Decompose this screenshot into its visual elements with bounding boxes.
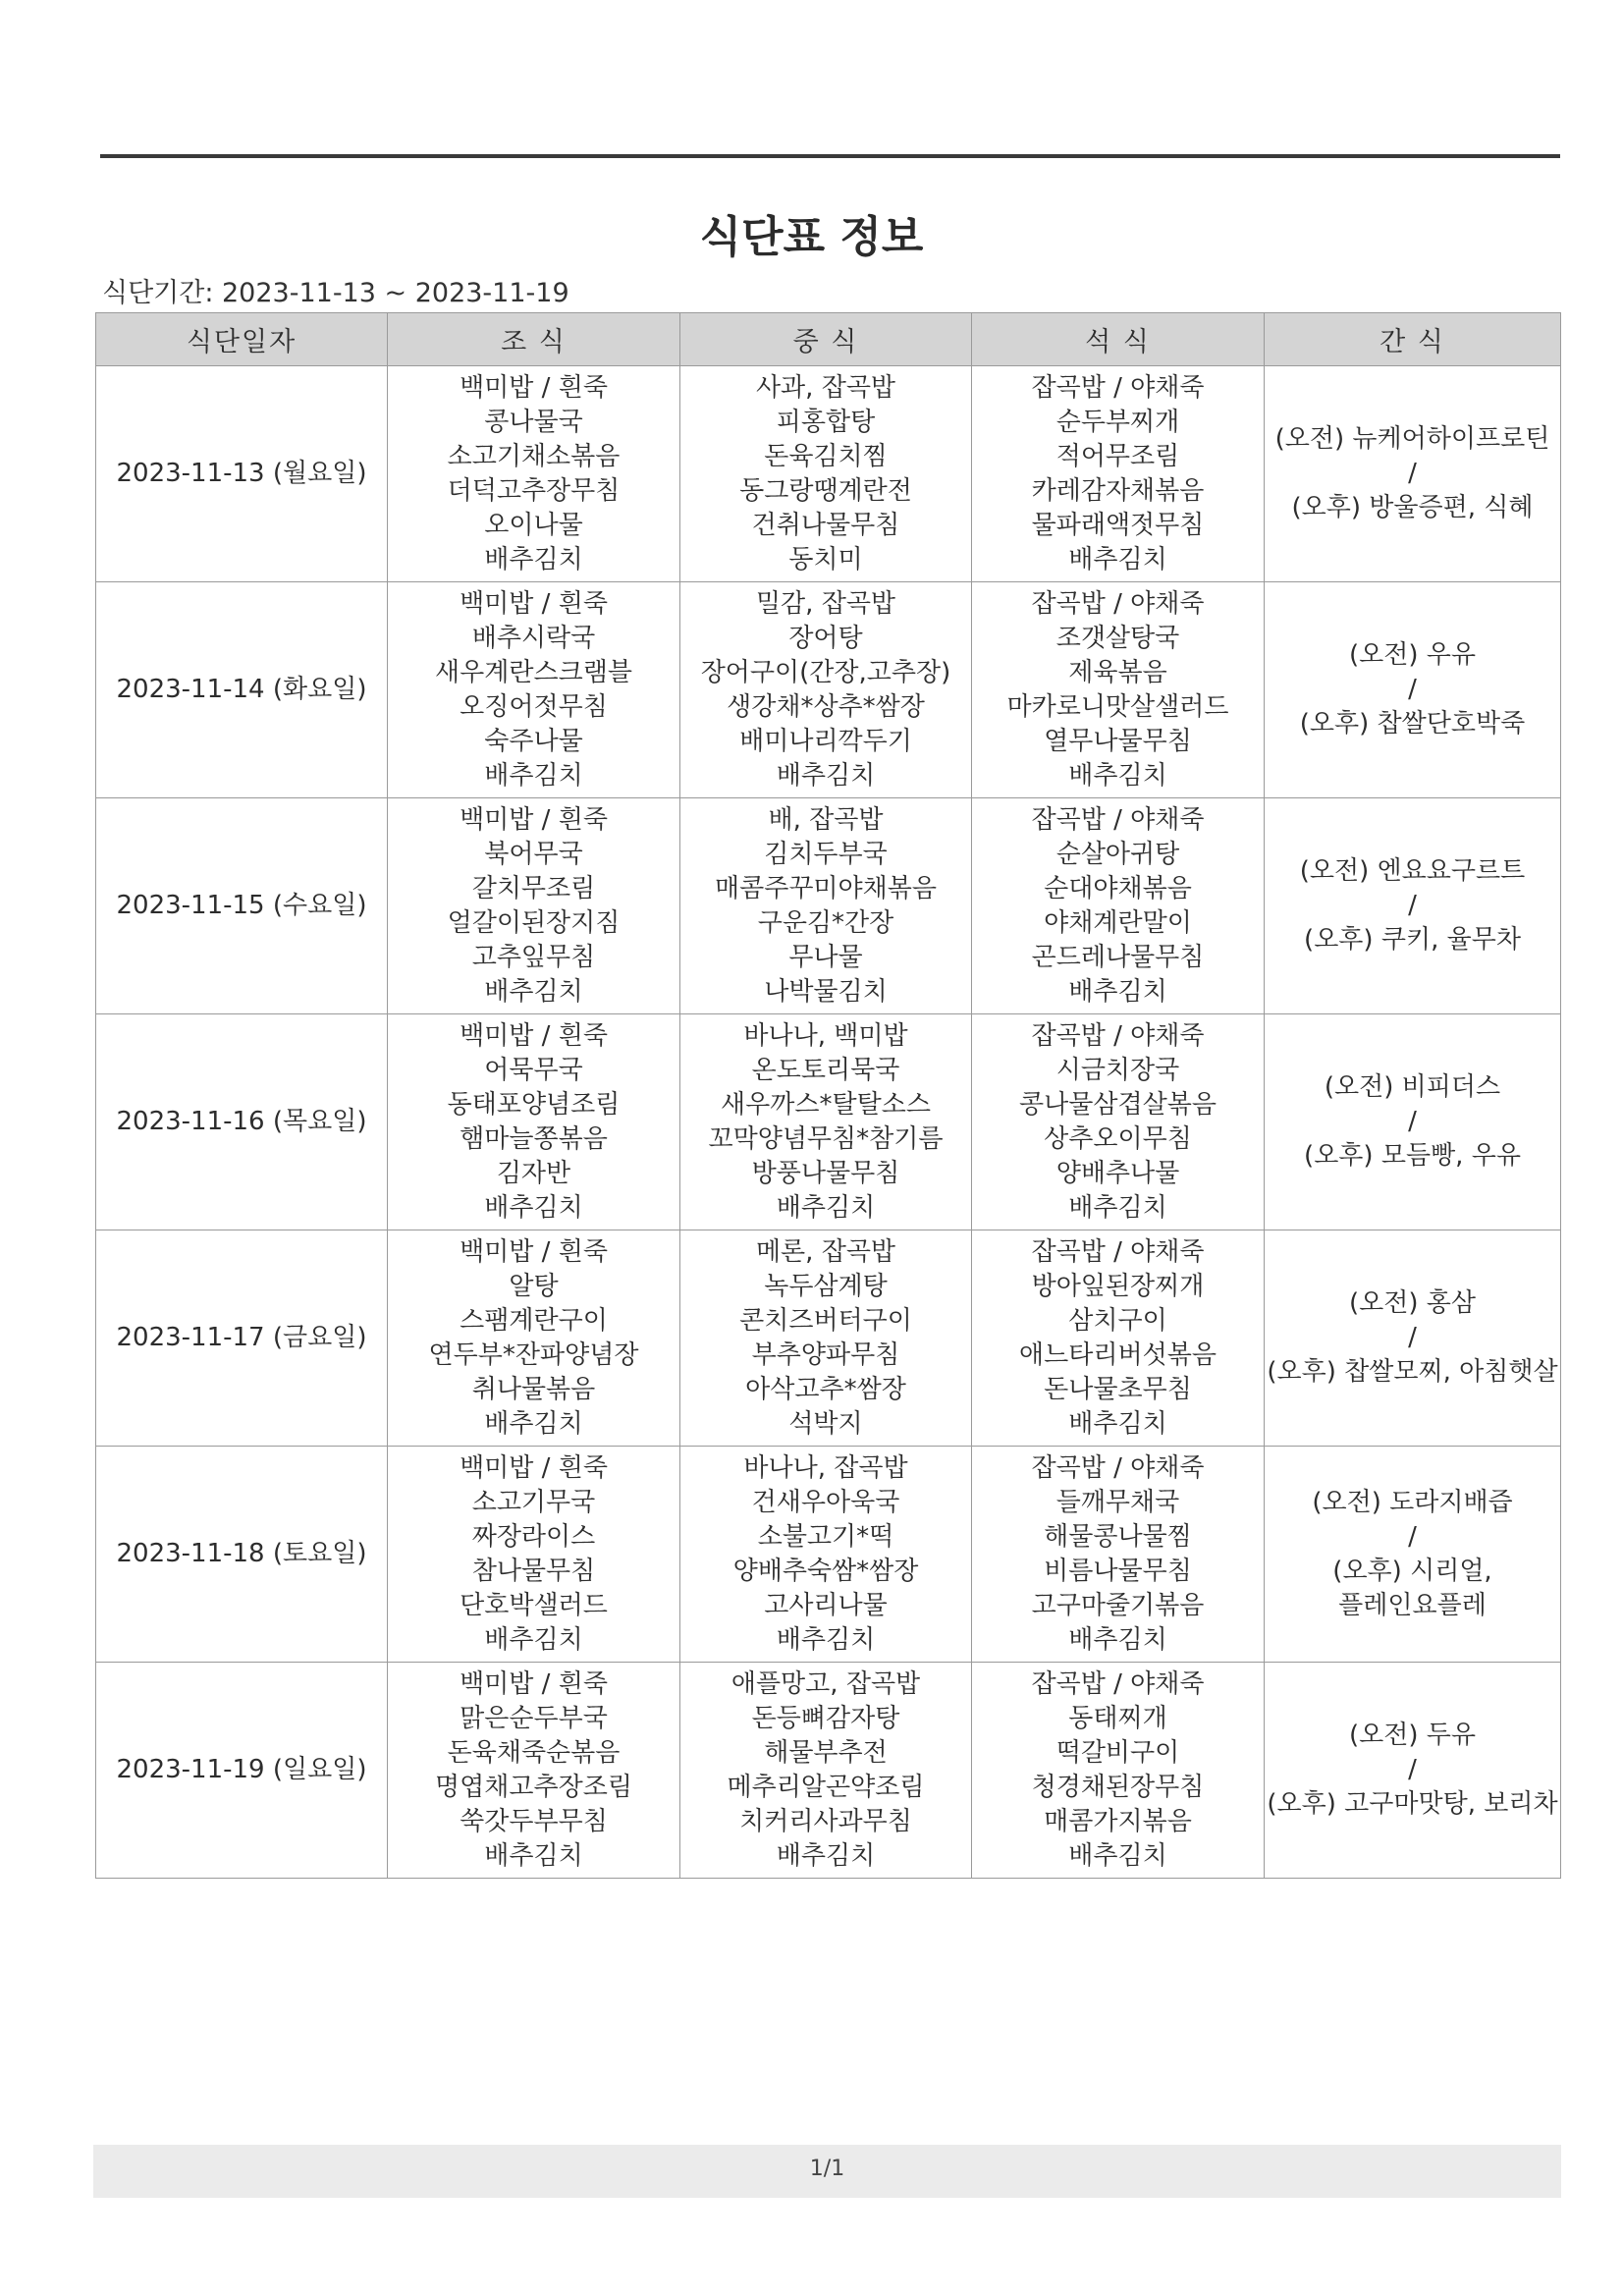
dinner-item: 시금치장국 [1055, 1055, 1180, 1085]
lunch-item: 김치두부국 [764, 839, 888, 869]
dinner-cell [972, 366, 1265, 582]
breakfast-item: 백미밥 / 흰죽 [460, 1020, 608, 1051]
lunch-item: 배, 잡곡밥 [768, 804, 884, 835]
breakfast-item: 소고기무국 [471, 1487, 596, 1517]
snack-item: (오후) 쿠키, 율무차 [1304, 925, 1521, 955]
snack-item: (오전) 홍삼 [1348, 1288, 1477, 1318]
breakfast-item: 백미밥 / 흰죽 [460, 1452, 608, 1483]
lunch-item: 생강채*상추*쌈장 [727, 691, 925, 722]
dinner-item: 잡곡밥 / 야채죽 [1031, 804, 1205, 835]
snack-cell [1265, 1230, 1561, 1447]
snack-item: (오후) 시리얼, [1332, 1556, 1492, 1586]
lunch-item: 밀감, 잡곡밥 [755, 588, 896, 619]
breakfast-item: 콩나물국 [484, 407, 583, 437]
breakfast-cell [388, 798, 680, 1014]
breakfast-item: 새우계란스크램블 [435, 657, 632, 687]
header-date: 식단일자 [96, 313, 388, 366]
breakfast-item: 스팸계란구이 [460, 1305, 608, 1336]
breakfast-item: 얼갈이된장지짐 [447, 907, 621, 938]
lunch-item: 장어구이(간장,고추장) [700, 657, 951, 687]
breakfast-item: 배추시락국 [471, 623, 596, 653]
lunch-item: 동그랑땡계란전 [739, 475, 912, 506]
snack-cell [1265, 1447, 1561, 1663]
breakfast-item: 배추김치 [484, 544, 583, 574]
snack-cell [1265, 798, 1561, 1014]
snack-item: / [1408, 675, 1417, 704]
breakfast-item: 쑥갓두부무침 [460, 1806, 608, 1836]
lunch-item: 건새우아욱국 [751, 1487, 900, 1517]
breakfast-item: 배추김치 [484, 1840, 583, 1871]
dinner-item: 잡곡밥 / 야채죽 [1031, 372, 1205, 403]
breakfast-item: 북어무국 [484, 839, 583, 869]
dinner-item: 매콤가지볶음 [1044, 1806, 1192, 1836]
date-cell: 2023-11-13 (월요일) [96, 366, 388, 582]
breakfast-item: 배추김치 [484, 1408, 583, 1439]
table-row [96, 798, 1561, 1014]
lunch-cell [680, 1447, 972, 1663]
breakfast-item: 오이나물 [484, 510, 583, 540]
lunch-cell [680, 1230, 972, 1447]
table-row [96, 366, 1561, 582]
lunch-item: 나박물김치 [764, 976, 888, 1007]
dinner-cell [972, 798, 1265, 1014]
header-lunch: 중 식 [680, 313, 972, 366]
lunch-item: 배추김치 [776, 760, 876, 791]
top-rule [100, 154, 1560, 158]
snack-cell [1265, 366, 1561, 582]
dinner-item: 배추김치 [1068, 976, 1167, 1007]
lunch-item: 양배추숙쌈*쌈장 [732, 1556, 919, 1586]
breakfast-item: 취나물볶음 [471, 1374, 596, 1404]
breakfast-item: 햄마늘쫑볶음 [460, 1123, 608, 1154]
dinner-item: 조갯살탕국 [1055, 623, 1180, 653]
breakfast-item: 백미밥 / 흰죽 [460, 1668, 608, 1699]
lunch-item: 배추김치 [776, 1192, 876, 1223]
lunch-item: 장어탕 [788, 623, 863, 653]
breakfast-item: 숙주나물 [484, 726, 583, 756]
table-row [96, 1447, 1561, 1663]
lunch-item: 콘치즈버터구이 [739, 1305, 912, 1336]
header-dinner: 석 식 [972, 313, 1265, 366]
dinner-item: 잡곡밥 / 야채죽 [1031, 1236, 1205, 1267]
dinner-item: 배추김치 [1068, 1840, 1167, 1871]
breakfast-item: 오징어젓무침 [460, 691, 608, 722]
dinner-item: 비름나물무침 [1044, 1556, 1192, 1586]
dinner-item: 순두부찌개 [1055, 407, 1180, 437]
breakfast-item: 갈치무조림 [471, 873, 596, 903]
lunch-cell [680, 1663, 972, 1879]
dinner-cell [972, 1014, 1265, 1230]
dinner-item: 배추김치 [1068, 1192, 1167, 1223]
snack-cell [1265, 1014, 1561, 1230]
date-cell: 2023-11-19 (일요일) [96, 1663, 388, 1879]
snack-item: (오후) 찹쌀모찌, 아침햇살 [1267, 1357, 1558, 1387]
dinner-item: 카레감자채볶음 [1031, 475, 1205, 506]
breakfast-cell [388, 1014, 680, 1230]
date-cell: 2023-11-14 (화요일) [96, 582, 388, 798]
snack-item: / [1408, 459, 1417, 488]
dinner-item: 열무나물무침 [1044, 726, 1192, 756]
date-cell: 2023-11-17 (금요일) [96, 1230, 388, 1447]
lunch-item: 구운김*간장 [757, 907, 894, 938]
breakfast-item: 김자반 [496, 1158, 571, 1188]
dinner-item: 애느타리버섯볶음 [1019, 1339, 1217, 1370]
header-row [96, 313, 1561, 366]
lunch-item: 애플망고, 잡곡밥 [730, 1668, 921, 1699]
dinner-item: 고구마줄기볶음 [1031, 1590, 1205, 1620]
lunch-item: 치커리사과무침 [739, 1806, 912, 1836]
dinner-item: 방아잎된장찌개 [1031, 1271, 1205, 1301]
dinner-item: 배추김치 [1068, 1624, 1167, 1655]
dinner-item: 해물콩나물찜 [1044, 1521, 1192, 1552]
lunch-item: 사과, 잡곡밥 [755, 372, 896, 403]
lunch-cell [680, 366, 972, 582]
snack-item: / [1408, 1107, 1417, 1136]
dinner-item: 야채계란말이 [1044, 907, 1192, 938]
page-title: 식단표 정보 [699, 212, 924, 262]
snack-item: (오후) 찹쌀단호박죽 [1299, 709, 1526, 738]
breakfast-item: 짜장라이스 [471, 1521, 596, 1552]
snack-cell [1265, 1663, 1561, 1879]
breakfast-item: 배추김치 [484, 760, 583, 791]
lunch-item: 무나물 [788, 942, 863, 972]
dinner-item: 배추김치 [1068, 1408, 1167, 1439]
breakfast-cell [388, 366, 680, 582]
dinner-item: 들깨무채국 [1055, 1487, 1180, 1517]
snack-item: / [1408, 1521, 1417, 1552]
breakfast-item: 백미밥 / 흰죽 [460, 588, 608, 619]
breakfast-item: 참나물무침 [471, 1556, 596, 1586]
lunch-item: 바나나, 백미밥 [743, 1020, 908, 1051]
table-row [96, 1014, 1561, 1230]
snack-item: / [1408, 891, 1417, 920]
dinner-item: 잡곡밥 / 야채죽 [1031, 1668, 1205, 1699]
snack-cell [1265, 582, 1561, 798]
breakfast-item: 단호박샐러드 [460, 1590, 608, 1620]
breakfast-item: 더덕고추장무침 [447, 475, 621, 506]
lunch-item: 방풍나물무침 [751, 1158, 900, 1188]
lunch-item: 아삭고추*쌈장 [745, 1374, 906, 1404]
lunch-item: 소불고기*떡 [757, 1521, 894, 1552]
dinner-cell [972, 1663, 1265, 1879]
dinner-item: 콩나물삼겹살볶음 [1019, 1089, 1217, 1120]
lunch-item: 녹두삼계탕 [764, 1271, 888, 1301]
lunch-item: 동치미 [788, 544, 863, 574]
breakfast-item: 동태포양념조림 [447, 1089, 621, 1120]
lunch-cell [680, 798, 972, 1014]
breakfast-item: 백미밥 / 흰죽 [460, 372, 608, 403]
lunch-item: 매콤주꾸미야채볶음 [714, 873, 938, 903]
dinner-item: 순대야채볶음 [1044, 873, 1192, 903]
lunch-cell [680, 1014, 972, 1230]
dinner-item: 떡갈비구이 [1055, 1737, 1180, 1768]
breakfast-item: 배추김치 [484, 976, 583, 1007]
snack-item: (오후) 모듬빵, 우유 [1304, 1141, 1521, 1171]
lunch-item: 메론, 잡곡밥 [755, 1236, 896, 1267]
dinner-item: 마카로니맛살샐러드 [1006, 691, 1229, 722]
lunch-item: 피홍합탕 [776, 407, 876, 437]
breakfast-item: 알탕 [509, 1271, 559, 1301]
lunch-cell [680, 582, 972, 798]
dinner-item: 곤드레나물무침 [1031, 942, 1205, 972]
dinner-item: 상추오이무침 [1044, 1123, 1192, 1154]
dinner-item: 동태찌개 [1068, 1703, 1167, 1733]
lunch-item: 돈육김치찜 [764, 441, 888, 471]
lunch-item: 석박지 [788, 1408, 863, 1439]
snack-item: (오전) 엔요요구르트 [1299, 856, 1526, 886]
breakfast-item: 배추김치 [484, 1192, 583, 1223]
lunch-item: 배미나리깍두기 [739, 726, 912, 756]
date-cell: 2023-11-15 (수요일) [96, 798, 388, 1014]
footer-bar [93, 2145, 1561, 2198]
dinner-item: 잡곡밥 / 야채죽 [1031, 1020, 1205, 1051]
snack-item: (오전) 비피더스 [1324, 1072, 1501, 1102]
date-cell: 2023-11-18 (토요일) [96, 1447, 388, 1663]
lunch-item: 메추리알곤약조림 [727, 1772, 925, 1802]
dinner-cell [972, 1230, 1265, 1447]
lunch-item: 건취나물무침 [751, 510, 900, 540]
lunch-item: 돈등뼈감자탕 [751, 1703, 900, 1733]
lunch-item: 배추김치 [776, 1624, 876, 1655]
snack-item: / [1408, 1755, 1417, 1784]
lunch-item: 온도토리묵국 [751, 1055, 900, 1085]
snack-item: 플레인요플레 [1338, 1590, 1487, 1620]
lunch-item: 배추김치 [776, 1840, 876, 1871]
dinner-item: 배추김치 [1068, 760, 1167, 791]
page-number: 1/1 [809, 2157, 845, 2181]
lunch-item: 새우까스*탈탈소스 [721, 1089, 931, 1120]
dinner-item: 청경채된장무침 [1031, 1772, 1205, 1802]
snack-item: (오전) 도라지배즙 [1312, 1487, 1513, 1517]
snack-item: (오전) 두유 [1348, 1721, 1477, 1750]
breakfast-item: 명엽채고추장조림 [435, 1772, 632, 1802]
breakfast-item: 맑은순두부국 [460, 1703, 608, 1733]
breakfast-item: 배추김치 [484, 1624, 583, 1655]
dinner-item: 잡곡밥 / 야채죽 [1031, 1452, 1205, 1483]
dinner-item: 적어무조림 [1055, 441, 1180, 471]
lunch-item: 바나나, 잡곡밥 [743, 1452, 908, 1483]
dinner-item: 돈나물초무침 [1044, 1374, 1192, 1404]
dinner-item: 배추김치 [1068, 544, 1167, 574]
table-row [96, 1663, 1561, 1879]
date-cell: 2023-11-16 (목요일) [96, 1014, 388, 1230]
dinner-item: 순살아귀탕 [1055, 839, 1180, 869]
breakfast-item: 고추잎무침 [471, 942, 596, 972]
snack-item: (오후) 방울증편, 식혜 [1291, 493, 1534, 522]
breakfast-item: 연두부*잔파양념장 [428, 1339, 639, 1370]
dinner-item: 물파래액젓무침 [1031, 510, 1205, 540]
menu-table [95, 312, 1561, 1879]
lunch-item: 고사리나물 [764, 1590, 888, 1620]
lunch-item: 부추양파무침 [751, 1339, 900, 1370]
breakfast-cell [388, 582, 680, 798]
lunch-item: 해물부추전 [764, 1737, 888, 1768]
snack-item: (오후) 고구마맛탕, 보리차 [1267, 1789, 1558, 1819]
breakfast-item: 소고기채소볶음 [447, 441, 621, 471]
dinner-cell [972, 1447, 1265, 1663]
breakfast-item: 백미밥 / 흰죽 [460, 804, 608, 835]
dinner-item: 잡곡밥 / 야채죽 [1031, 588, 1205, 619]
dinner-cell [972, 582, 1265, 798]
breakfast-cell [388, 1663, 680, 1879]
breakfast-cell [388, 1447, 680, 1663]
dinner-item: 제육볶음 [1068, 657, 1167, 687]
breakfast-item: 돈육채죽순볶음 [447, 1737, 621, 1768]
snack-item: (오전) 뉴케어하이프로틴 [1274, 424, 1550, 454]
dinner-item: 양배추나물 [1055, 1158, 1180, 1188]
snack-item: (오전) 우유 [1348, 640, 1477, 670]
snack-item: / [1408, 1323, 1417, 1352]
table-row [96, 582, 1561, 798]
menu-period: 식단기간: 2023-11-13 ~ 2023-11-19 [102, 278, 569, 308]
header-snack: 간 식 [1265, 313, 1561, 366]
header-breakfast: 조 식 [388, 313, 680, 366]
breakfast-item: 어묵무국 [484, 1055, 583, 1085]
breakfast-item: 백미밥 / 흰죽 [460, 1236, 608, 1267]
breakfast-cell [388, 1230, 680, 1447]
lunch-item: 꼬막양념무침*참기름 [708, 1123, 944, 1154]
table-row [96, 1230, 1561, 1447]
dinner-item: 삼치구이 [1068, 1305, 1167, 1336]
